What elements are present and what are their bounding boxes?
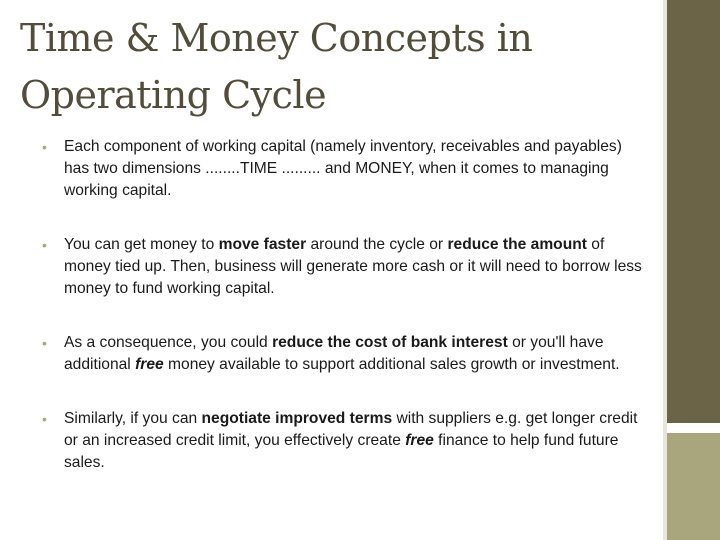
- bullet-item: [42, 332, 642, 376]
- bullet-marker: •: [42, 411, 47, 427]
- bullet-text: [64, 334, 620, 373]
- italic-emphasis: free: [135, 356, 164, 373]
- side-bar-divider: [667, 423, 720, 433]
- text-run: finance to help fund future sales.: [64, 432, 619, 471]
- text-run: or you'll have additional: [64, 334, 604, 373]
- text-run: around the cycle or: [306, 236, 448, 253]
- bullet-text: [64, 410, 637, 471]
- bullet-list: [42, 136, 642, 506]
- text-run: You can get money to: [64, 236, 219, 253]
- text-run: with suppliers e.g. get longer credit or an increased credit limit, you effectively create: [64, 410, 638, 449]
- text-run: of money tied up. Then, business will generate more cash or it will need to borrow less money to fund working capital.: [64, 236, 642, 297]
- bullet-marker: •: [42, 237, 47, 253]
- text-run: Each component of working capital (namely inventory, receivables and payables) has two dimensions ........TIME ......... and MONEY, when it comes to managing working capital.: [64, 138, 622, 199]
- bullet-item: [42, 136, 642, 202]
- text-run: As a consequence, you could: [64, 334, 273, 351]
- bullet-item: [42, 234, 642, 300]
- bold-emphasis: move faster: [218, 236, 307, 253]
- bullet-item: [42, 408, 642, 474]
- italic-emphasis: free: [405, 432, 434, 449]
- text-run: money available to support additional sales growth or investment.: [163, 356, 620, 373]
- bold-emphasis: reduce the cost of bank interest: [272, 334, 508, 351]
- bullet-marker: •: [42, 139, 47, 155]
- bullet-text: [64, 138, 622, 199]
- slide-title: Time & Money Concepts in Operating Cycle: [20, 16, 533, 117]
- bold-emphasis: reduce the amount: [447, 236, 587, 253]
- text-run: Similarly, if you can: [64, 410, 202, 427]
- bold-emphasis: negotiate improved terms: [201, 410, 393, 427]
- decorative-side-bar-accent: [667, 433, 720, 540]
- bullet-text: [64, 236, 642, 297]
- bullet-marker: •: [42, 335, 47, 351]
